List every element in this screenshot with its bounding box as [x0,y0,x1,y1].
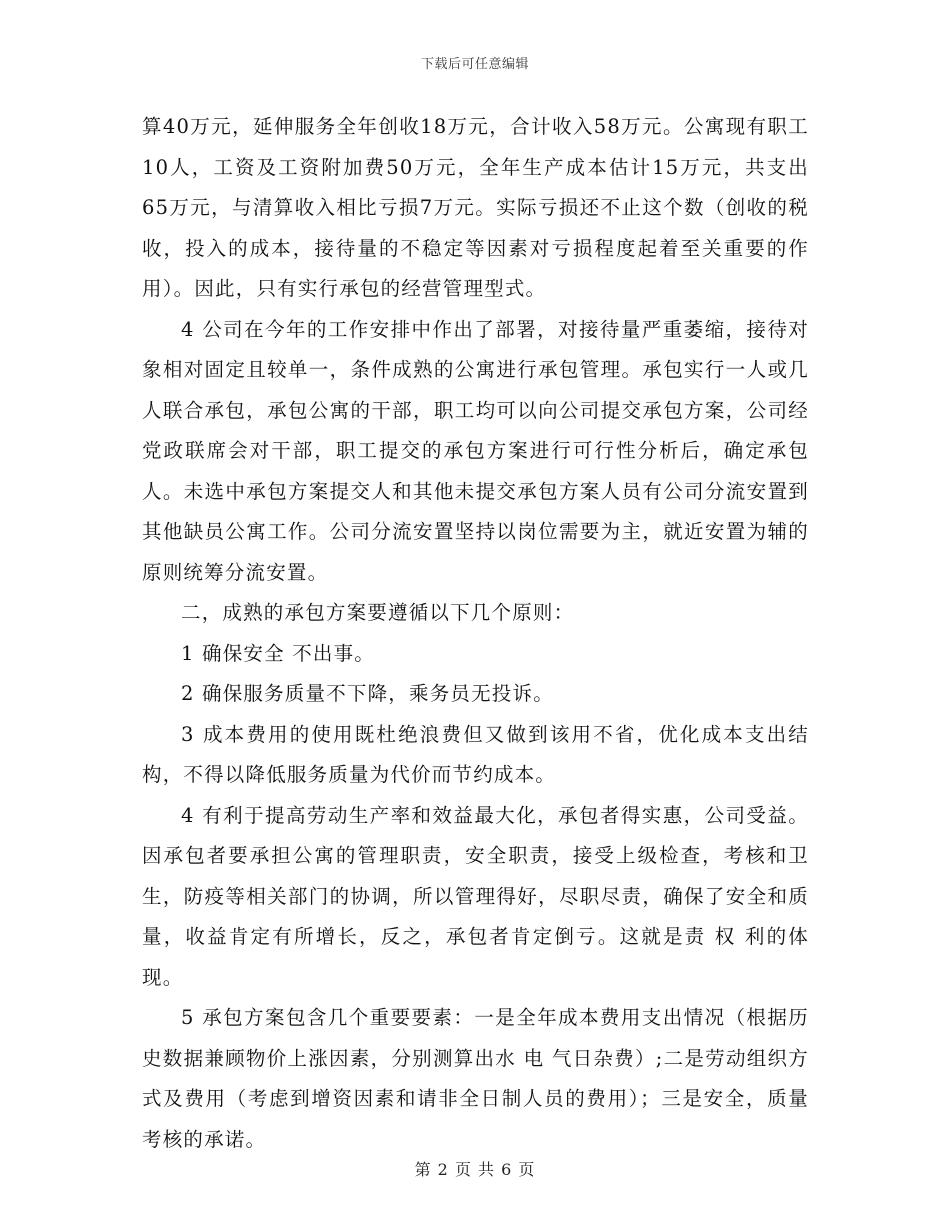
principle-item-5: 5 承包方案包含几个重要要素：一是全年成本费用支出情况（根据历史数据兼顾物价上涨因素，分别测算出水 电 气日杂费）;二是劳动组织方式及费用（考虑到增资因素和请非全日制人员的费用）；三是安全，质量考核的承诺。 [142,1006,809,1151]
principle-item-2: 2 确保服务质量不下降，乘务员无投诉。 [181,682,554,705]
page-header: 下载后可任意编辑 [420,57,529,72]
section-heading-principles: 二，成熟的承包方案要遵循以下几个原则： [181,601,575,624]
principle-item-3: 3 成本费用的使用既杜绝浪费但又做到该用不省，优化成本支出结构，不得以降低服务质量为代价而节约成本。 [142,722,809,786]
page-number: 第 2 页 共 6 页 [414,1160,536,1179]
paragraph-continued-costs: 算40万元，延伸服务全年创收18万元，合计收入58万元。公寓现有职工10人，工资及工资附加费50万元，全年生产成本估计15万元，共支出65万元，与清算收入相比亏损7万元。实际亏损还不止这个数（创收的税收，投入的成本，接待量的不稳定等因素对亏损程度起着至关重要的作用）。因此，只有实行承包的经营管理型式。 [142,115,809,300]
paragraph-item-4-contracting: 4 公司在今年的工作安排中作出了部署，对接待量严重萎缩，接待对象相对固定且较单一，条件成熟的公寓进行承包管理。承包实行一人或几人联合承包，承包公寓的干部，职工均可以向公司提交承包方案，公司经党政联席会对干部，职工提交的承包方案进行可行性分析后，确定承包人。未选中承包方案提交人和其他未提交承包方案人员有公司分流安置到其他缺员公寓工作。公司分流安置坚持以岗位需要为主，就近安置为辅的原则统筹分流安置。 [142,317,809,584]
principle-item-4: 4 有利于提高劳动生产率和效益最大化，承包者得实惠，公司受益。因承包者要承担公寓的管理职责，安全职责，接受上级检查，考核和卫生，防疫等相关部门的协调，所以管理得好，尽职尽责，确保了安全和质量，收益肯定有所增长，反之，承包者肯定倒亏。这就是责 权 利的体现。 [142,803,809,989]
document-body [142,107,809,1160]
principle-item-1: 1 确保安全 不出事。 [181,641,376,665]
